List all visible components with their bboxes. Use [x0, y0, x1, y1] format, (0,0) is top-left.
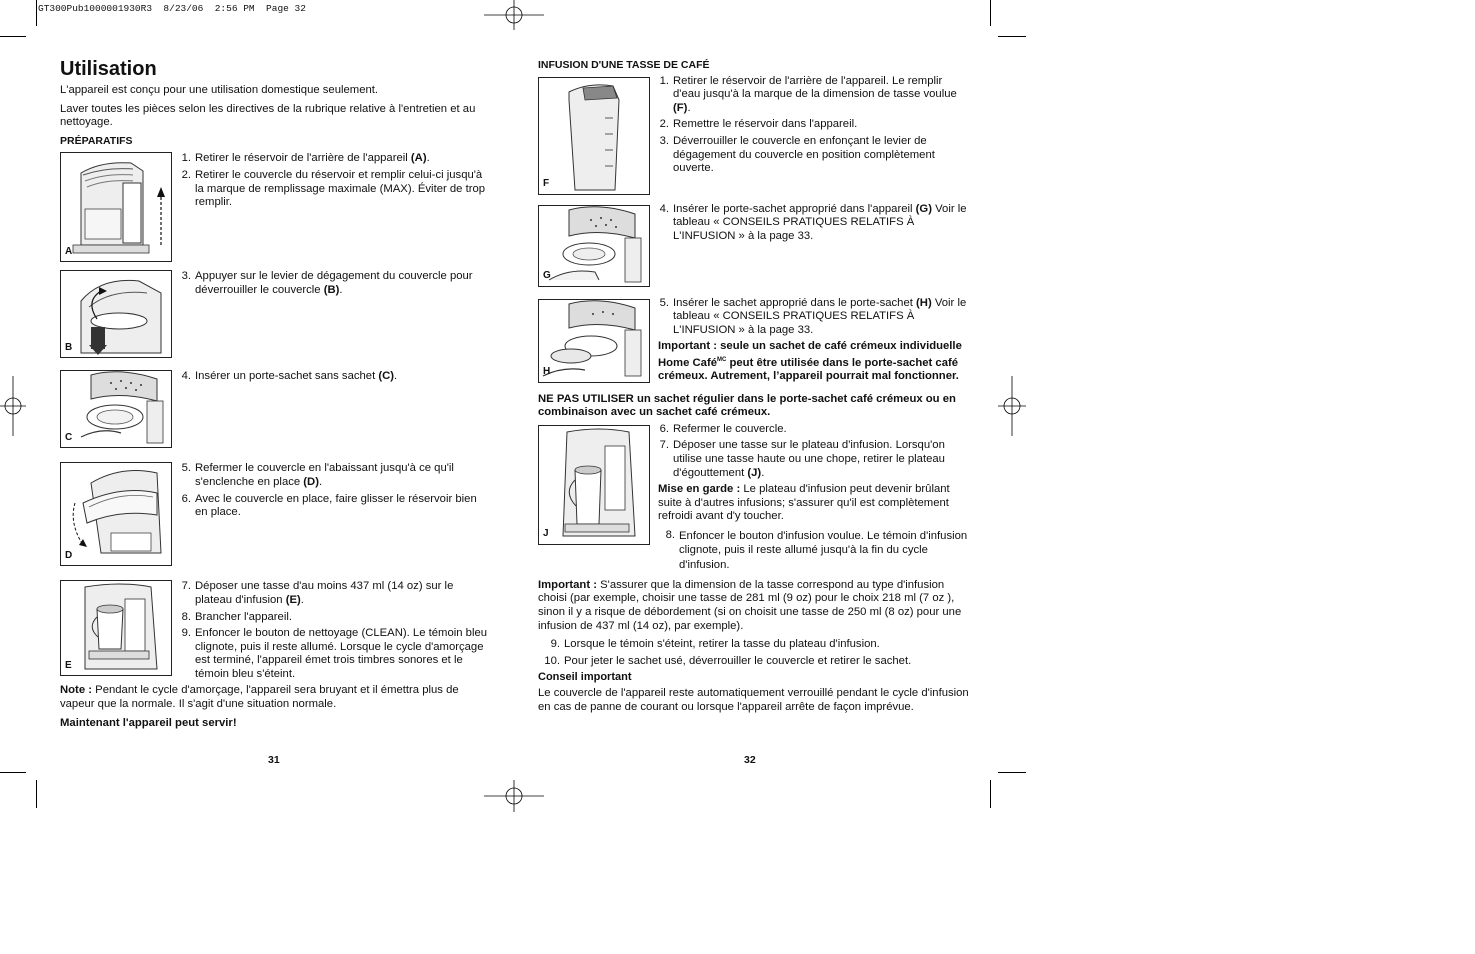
page-31: [60, 56, 492, 735]
step-block-j: [538, 422, 970, 581]
page-32: [538, 59, 970, 719]
coffee-maker-lid-illustration: [61, 271, 172, 358]
crop-mark: [990, 780, 991, 808]
list-item: 4. Insérer un porte-sachet sans sachet (C).: [181, 370, 398, 383]
step-list: [658, 529, 970, 573]
figure-g: [538, 205, 650, 287]
list-item: 9. Enfoncer le bouton de nettoyage (CLEAN). Le témoin bleu clignote, puis il reste allumé. Lorsque le cycle d'amorçage est terminé, l'appareil émet trois timbres sonores et le témoin bleu s'éteint.: [181, 627, 488, 680]
tip-heading: Conseil important: [538, 671, 632, 684]
ready-message: Maintenant l'appareil peut servir!: [60, 716, 237, 729]
warning-paragraph: NE PAS UTILISER un sachet régulier dans le porte-sachet café crémeux ou en combinaison avec un sachet café crémeux.: [538, 392, 956, 419]
tip-paragraph: Le couvercle de l'appareil reste automatiquement verrouillé pendant le cycle d'infusion en cas de panne de courant ou lorsque l'appareil arrête de façon imprévue.: [538, 686, 969, 713]
figure-label: C: [65, 431, 73, 443]
registration-mark: [484, 0, 544, 30]
step-block-b: [60, 270, 492, 370]
list-item: 3. Appuyer sur le levier de dégagement du couvercle pour déverrouiller le couvercle (B).: [181, 270, 473, 296]
crop-mark: [998, 36, 1026, 37]
figure-label: G: [543, 270, 551, 281]
step-content: [650, 423, 970, 576]
note-paragraph: Note : Pendant le cycle d'amorçage, l'appareil sera bruyant et il émettra plus de vapeur que la normale. Il s'agit d'une situation normale.: [60, 684, 459, 710]
crop-mark: [990, 0, 991, 26]
section-heading: INFUSION D'UNE TASSE DE CAFÉ: [538, 59, 710, 71]
crop-mark: [0, 772, 26, 773]
list-item: 8. Brancher l'appareil.: [181, 610, 292, 623]
list-item: 8. Enfoncer le bouton d'infusion voulue. Le témoin d'infusion clignote, puis il reste allumé jusqu'à la fin du cycle d'infusion.: [665, 528, 968, 571]
registration-mark: [484, 780, 544, 812]
figure-d: [60, 462, 172, 566]
caution-paragraph: Mise en garde : Le plateau d'infusion peut devenir brûlant suite à d'autres infusions; s'assurer qu'il est complètement refroidi avant d'y toucher.: [658, 483, 950, 523]
step-list: [650, 75, 970, 179]
intro-paragraph: Laver toutes les pièces selon les directives de la rubrique relative à l'entretien et au nettoyage.: [60, 102, 476, 129]
figure-label: F: [543, 178, 550, 189]
figure-label: B: [65, 341, 73, 353]
step-content: [650, 297, 970, 384]
mug-on-base-illustration: [539, 426, 650, 545]
figure-label: H: [543, 366, 551, 377]
step-list: [538, 638, 970, 668]
page-number: 32: [744, 754, 756, 766]
closing-lid-illustration: [61, 463, 172, 566]
figure-b: [60, 270, 172, 358]
intro-paragraph: L'appareil est conçu pour une utilisation domestique seulement.: [60, 84, 379, 96]
crop-mark: [0, 36, 26, 37]
page-number: 31: [268, 754, 280, 766]
figure-label: E: [65, 659, 72, 671]
list-item: 5. Insérer le sachet approprié dans le porte-sachet (H) Voir le tableau « CONSEILS PRATIQUES RELATIFS À L'INFUSION » à la page 33.: [659, 296, 967, 336]
step-block-h: [538, 296, 970, 389]
pod-holder-illustration: [61, 371, 172, 448]
figure-a: [60, 152, 172, 262]
list-item: 1. Retirer le réservoir de l'arrière de l'appareil. Le remplir d'eau jusqu'à la marque de la dimension de tasse voulue (F).: [659, 74, 957, 114]
registration-mark: [0, 376, 26, 436]
step-list: [172, 580, 492, 684]
step-block-f: [538, 74, 970, 205]
list-item: 1. Retirer le réservoir de l'arrière de l'appareil (A).: [181, 152, 430, 165]
figure-h: [538, 299, 650, 383]
figure-label: D: [65, 549, 73, 561]
step-list: [172, 152, 492, 212]
list-item: 4. Insérer le porte-sachet approprié dans l'appareil (G) Voir le tableau « CONSEILS PRATIQUES RELATIFS À L'INFUSION » à la page 33.: [659, 202, 967, 242]
insert-pod-illustration: [539, 300, 650, 383]
step-block-a: [60, 152, 492, 270]
print-slug: GT300Pub1000001930R3 8/23/06 2:56 PM Page 32: [38, 3, 306, 14]
list-item: 3. Déverrouiller le couvercle en enfonçant le levier de dégagement du couvercle en position complètement ouverte.: [659, 134, 935, 175]
step-list: [658, 297, 970, 338]
figure-e: [60, 580, 172, 676]
section-heading: PRÉPARATIFS: [60, 134, 133, 147]
cup-on-tray-illustration: [61, 581, 172, 676]
list-item: 5. Refermer le couvercle en l'abaissant jusqu'à ce qu'il s'enclenche en place (D).: [181, 462, 454, 488]
list-item: 9. Lorsque le témoin s'éteint, retirer la tasse du plateau d'infusion.: [550, 638, 880, 651]
figure-j: [538, 425, 650, 545]
crop-mark: [36, 0, 37, 26]
step-list: [650, 203, 970, 247]
figure-f: [538, 77, 650, 195]
list-item: 6. Avec le couvercle en place, faire glisser le réservoir bien en place.: [181, 492, 477, 519]
list-item: 7. Déposer une tasse d'au moins 437 ml (14 oz) sur le plateau d'infusion (E).: [181, 580, 454, 606]
coffee-maker-illustration: [61, 153, 172, 262]
figure-c: [60, 370, 172, 448]
list-item: 6. Refermer le couvercle.: [659, 422, 787, 435]
step-list: [172, 370, 397, 387]
list-item: 2. Retirer le couvercle du réservoir et remplir celui-ci jusqu'à la marque de remplissage maximale (MAX). Éviter de trop remplir.: [181, 168, 486, 209]
step-list: [172, 462, 492, 522]
page-title: Utilisation: [60, 58, 157, 80]
list-item: 10. Pour jeter le sachet usé, déverrouiller le couvercle et retirer le sachet.: [544, 654, 912, 667]
step-list: [172, 270, 492, 300]
step-block-d: [60, 462, 492, 580]
crop-mark: [36, 780, 37, 808]
figure-label: A: [65, 245, 73, 257]
list-item: 7. Déposer une tasse sur le plateau d'infusion. Lorsqu'on utilise une tasse haute ou une chope, retirer le plateau d'égouttement (J).: [659, 439, 945, 479]
crop-mark: [998, 772, 1026, 773]
important-notice: Important : seule un sachet de café crémeux individuelle Home Café$^{MC}$ peut être utilisée dans le porte-sachet café crémeux. Autrement, l’appareil pourrait mal fonctionner.: [658, 340, 962, 383]
step-list: [658, 423, 970, 480]
figure-label: J: [543, 528, 549, 540]
insert-pod-holder-illustration: [539, 206, 650, 287]
important-paragraph: Important : S'assurer que la dimension de la tasse correspond au type d'infusion choisi (par exemple, choisir une tasse de 281 ml (9 oz) pour le choix 218 ml (7 oz ), sinon il y a risque de débordement (si on choisit une tasse de 250 ml (8 oz) pour une infusion de 437 ml (14 oz), par exemple).: [538, 578, 962, 632]
water-reservoir-illustration: [539, 78, 650, 195]
step-block-c: [60, 370, 492, 462]
step-block-e: [60, 580, 492, 684]
step-block-g: [538, 202, 970, 299]
list-item: 2. Remettre le réservoir dans l'appareil.: [659, 118, 858, 131]
registration-mark: [998, 376, 1026, 436]
